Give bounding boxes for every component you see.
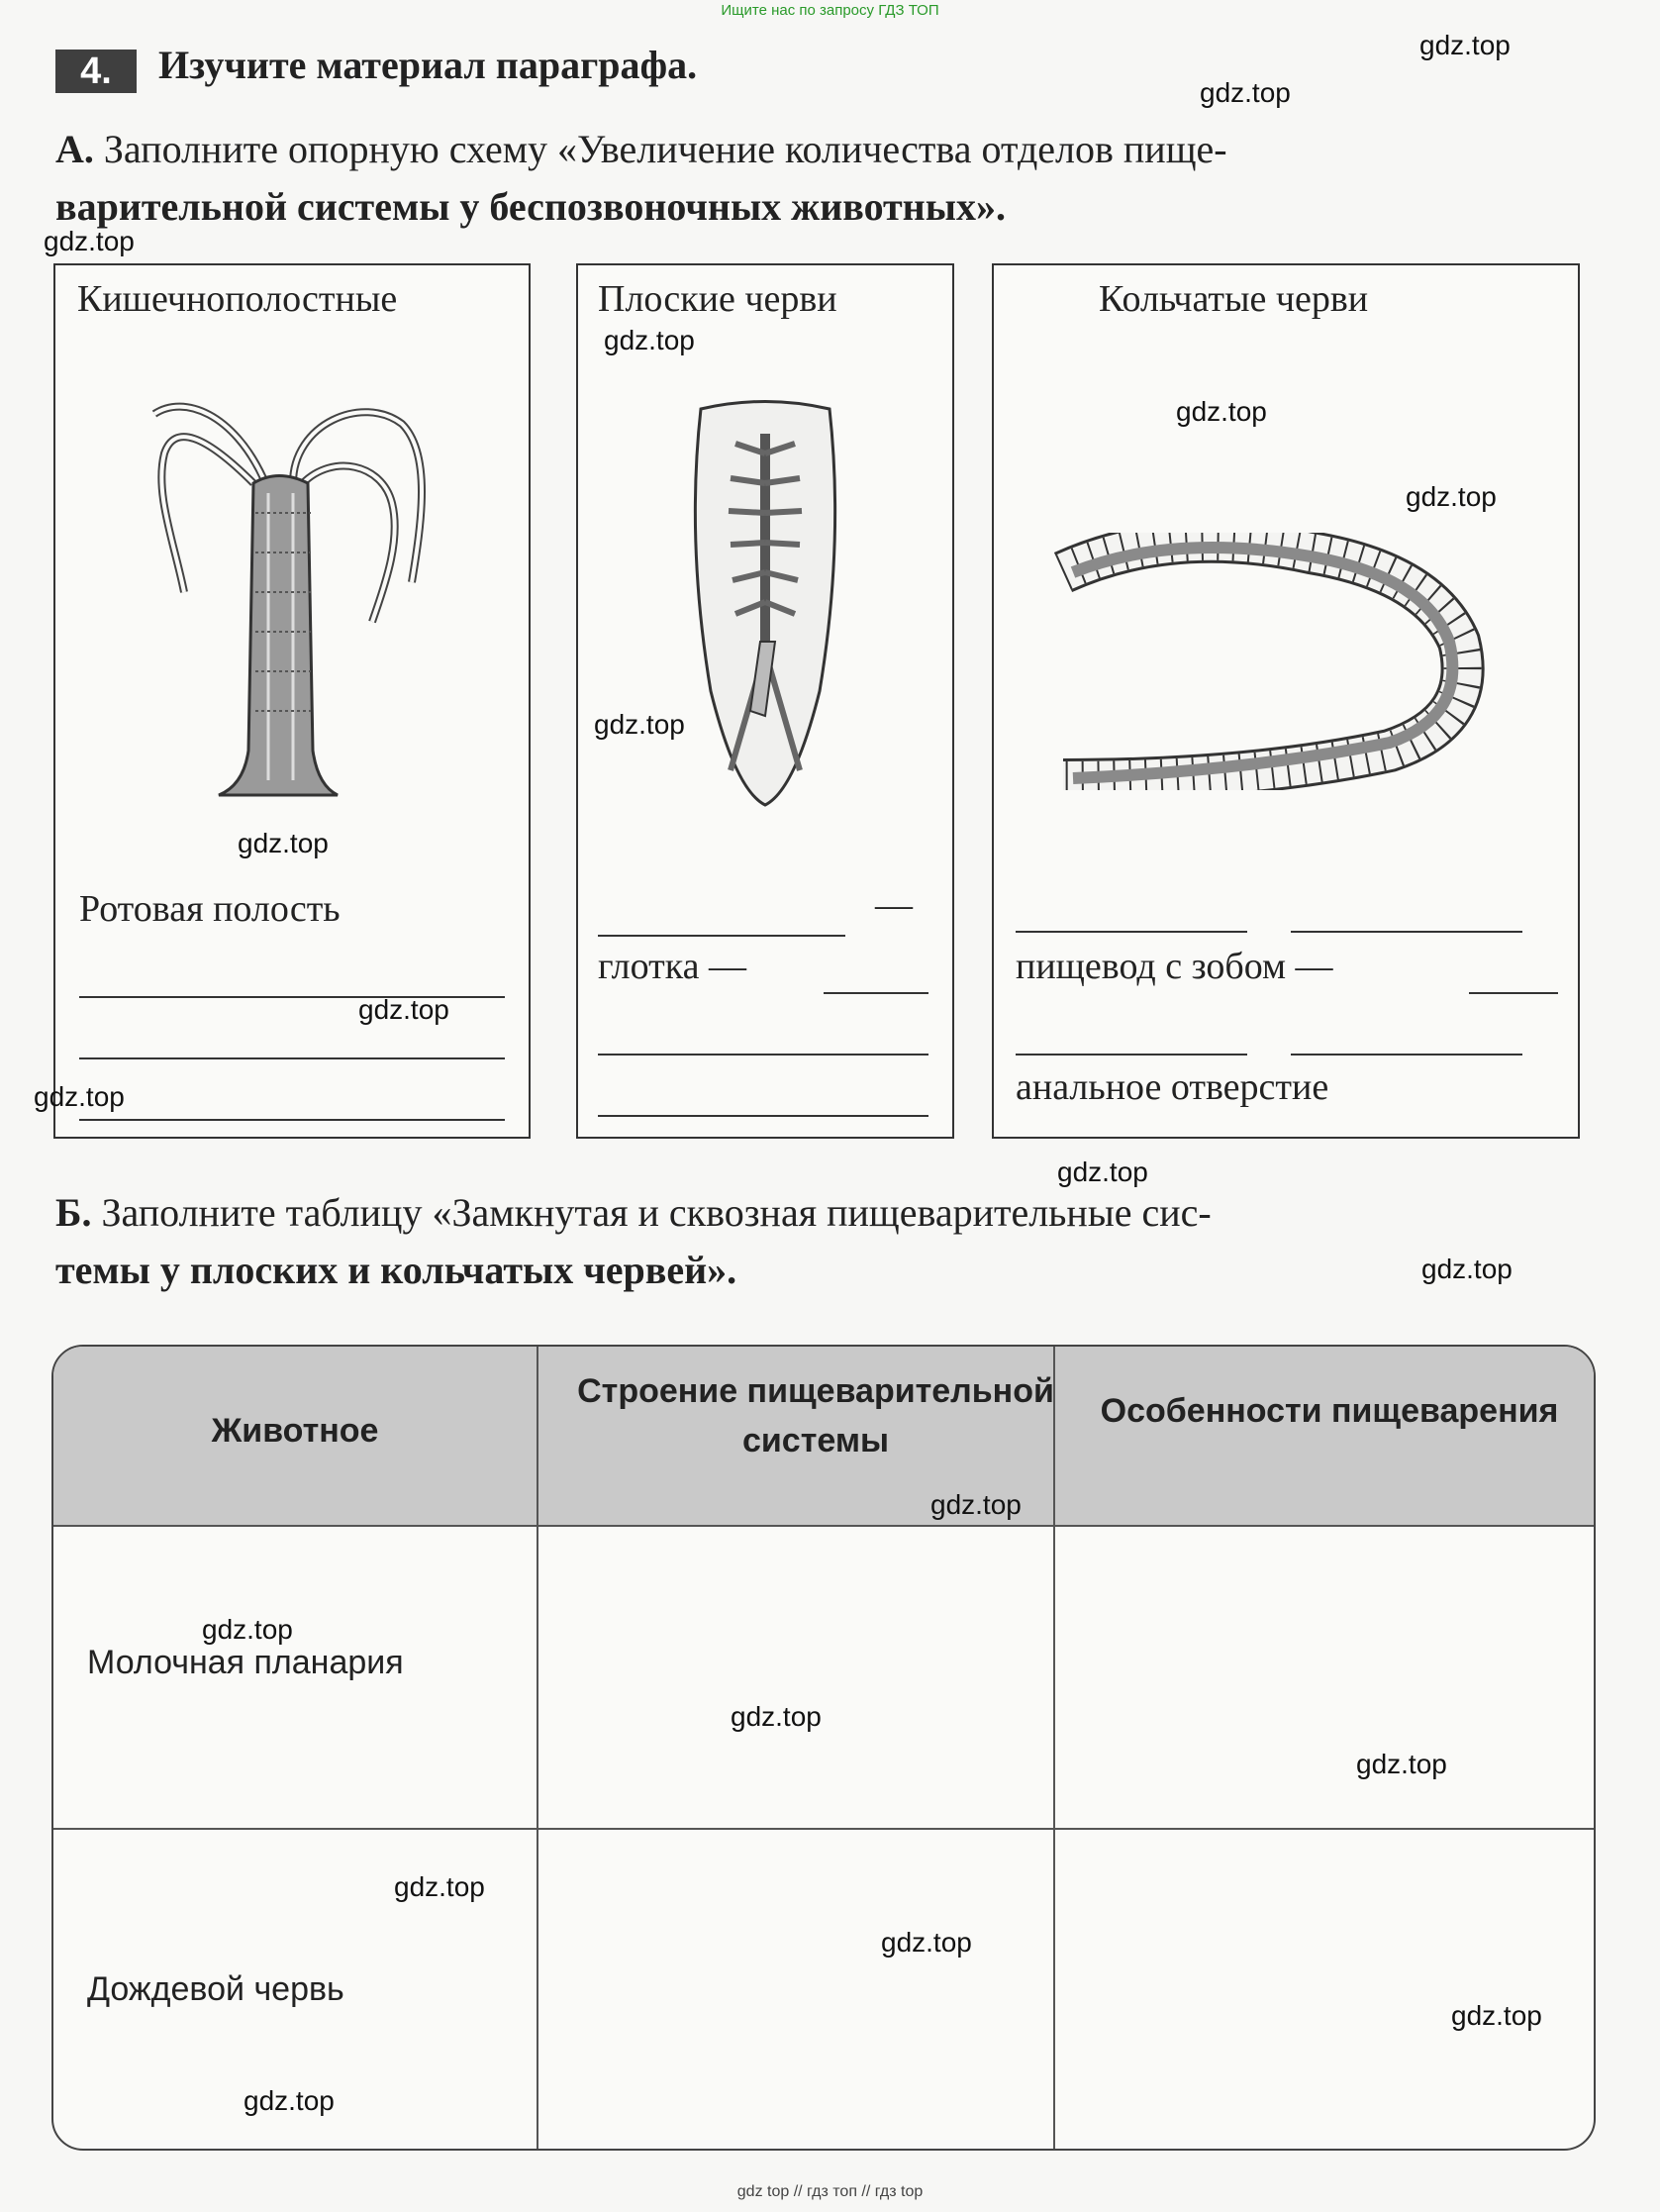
table-divider-1 bbox=[537, 1347, 538, 2149]
watermark: gdz.top bbox=[358, 994, 449, 1025]
panel-annelids bbox=[992, 263, 1580, 1139]
watermark: gdz.top bbox=[202, 1614, 293, 1645]
watermark: gdz.top bbox=[394, 1871, 485, 1902]
table-row-1-features-cell[interactable] bbox=[1063, 1535, 1578, 1822]
task-title: Изучите материал параграфа. bbox=[158, 43, 698, 87]
panel-title-coelenterates: Кишечнополостные bbox=[77, 278, 398, 320]
section-a-label: А. bbox=[55, 127, 94, 171]
top-banner[interactable]: Ищите нас по запросу ГДЗ ТОП bbox=[721, 2, 939, 19]
watermark: gdz.top bbox=[881, 1927, 972, 1958]
panel3-answer-line-1b[interactable] bbox=[1291, 931, 1522, 933]
panel2-text-pharynx: глотка — bbox=[598, 946, 746, 987]
watermark: gdz.top bbox=[1176, 396, 1267, 427]
table-row-divider bbox=[53, 1828, 1594, 1830]
panel3-text-esophagus: пищевод с зобом — bbox=[1016, 946, 1333, 987]
watermark: gdz.top bbox=[594, 709, 685, 740]
header-animal: Животное bbox=[211, 1412, 379, 1450]
header-structure: Строение пищеварительной системы bbox=[577, 1372, 1054, 1459]
table-divider-2 bbox=[1053, 1347, 1055, 2149]
section-b-line2: темы у плоских и кольчатых червей». bbox=[55, 1248, 737, 1292]
panel1-text-mouth: Ротовая полость bbox=[79, 888, 341, 930]
watermark: gdz.top bbox=[1200, 77, 1291, 108]
watermark: gdz.top bbox=[244, 2085, 335, 2116]
watermark: gdz.top bbox=[1356, 1749, 1447, 1779]
panel3-answer-line-2[interactable] bbox=[1469, 992, 1558, 994]
watermark: gdz.top bbox=[1421, 1254, 1513, 1284]
section-a-title bbox=[55, 121, 1600, 236]
table-header-line bbox=[53, 1525, 1594, 1527]
panel2-answer-line-3[interactable] bbox=[598, 1115, 928, 1117]
watermark: gdz.top bbox=[1406, 481, 1497, 512]
watermark: gdz.top bbox=[44, 226, 135, 256]
hydra-drawing-icon bbox=[145, 394, 441, 810]
table-row-2-structure-cell[interactable] bbox=[548, 1838, 1043, 2135]
panel3-answer-line-3b[interactable] bbox=[1291, 1054, 1522, 1056]
flatworm-drawing-icon bbox=[681, 394, 849, 810]
section-b-line1: Заполните таблицу «Замкнутая и сквозная пищеварительные сис- bbox=[101, 1190, 1212, 1235]
earthworm-drawing-icon bbox=[1053, 533, 1528, 790]
panel-title-annelids: Кольчатые черви bbox=[1099, 278, 1369, 320]
watermark: gdz.top bbox=[1057, 1156, 1148, 1187]
panel-title-flatworms: Плоские черви bbox=[598, 278, 837, 320]
task-number: 4. bbox=[55, 50, 137, 93]
table-row-1-structure-cell[interactable] bbox=[548, 1535, 1043, 1822]
panel-flatworms bbox=[576, 263, 954, 1139]
watermark: gdz.top bbox=[604, 325, 695, 355]
panel3-answer-line-1a[interactable] bbox=[1016, 931, 1247, 933]
watermark: gdz.top bbox=[238, 828, 329, 858]
panel3-text-anus: анальное отверстие bbox=[1016, 1066, 1329, 1108]
bottom-banner[interactable]: gdz top // гдз топ // гдз top bbox=[736, 2183, 924, 2200]
panel1-answer-line-2[interactable] bbox=[79, 1057, 505, 1059]
panel3-answer-line-3a[interactable] bbox=[1016, 1054, 1247, 1056]
panel1-answer-line-3[interactable] bbox=[79, 1119, 505, 1121]
watermark: gdz.top bbox=[731, 1701, 822, 1732]
panel-coelenterates bbox=[53, 263, 531, 1139]
watermark: gdz.top bbox=[1451, 2000, 1542, 2031]
watermark: gdz.top bbox=[34, 1081, 125, 1112]
panel2-answer-line-0[interactable] bbox=[598, 935, 845, 937]
section-b-title bbox=[55, 1184, 1600, 1299]
watermark: gdz.top bbox=[930, 1489, 1022, 1520]
section-a-line1: Заполните опорную схему «Увеличение количества отделов пище- bbox=[103, 127, 1227, 171]
panel2-answer-line-1[interactable] bbox=[824, 992, 928, 994]
table-row-2-features-cell[interactable] bbox=[1063, 1838, 1578, 2135]
panel2-answer-line-2[interactable] bbox=[598, 1054, 928, 1056]
watermark: gdz.top bbox=[1419, 30, 1511, 60]
header-features: Особенности пищеварения bbox=[1100, 1392, 1559, 1430]
digestion-table bbox=[51, 1345, 1596, 2151]
section-b-label: Б. bbox=[55, 1190, 92, 1235]
panel2-dash: — bbox=[875, 884, 913, 926]
section-a-line2: варительной системы у беспозвоночных животных». bbox=[55, 184, 1006, 229]
table-row-2-animal: Дождевой червь bbox=[87, 1970, 344, 2008]
table-row-1-animal: Молочная планария bbox=[87, 1644, 404, 1681]
